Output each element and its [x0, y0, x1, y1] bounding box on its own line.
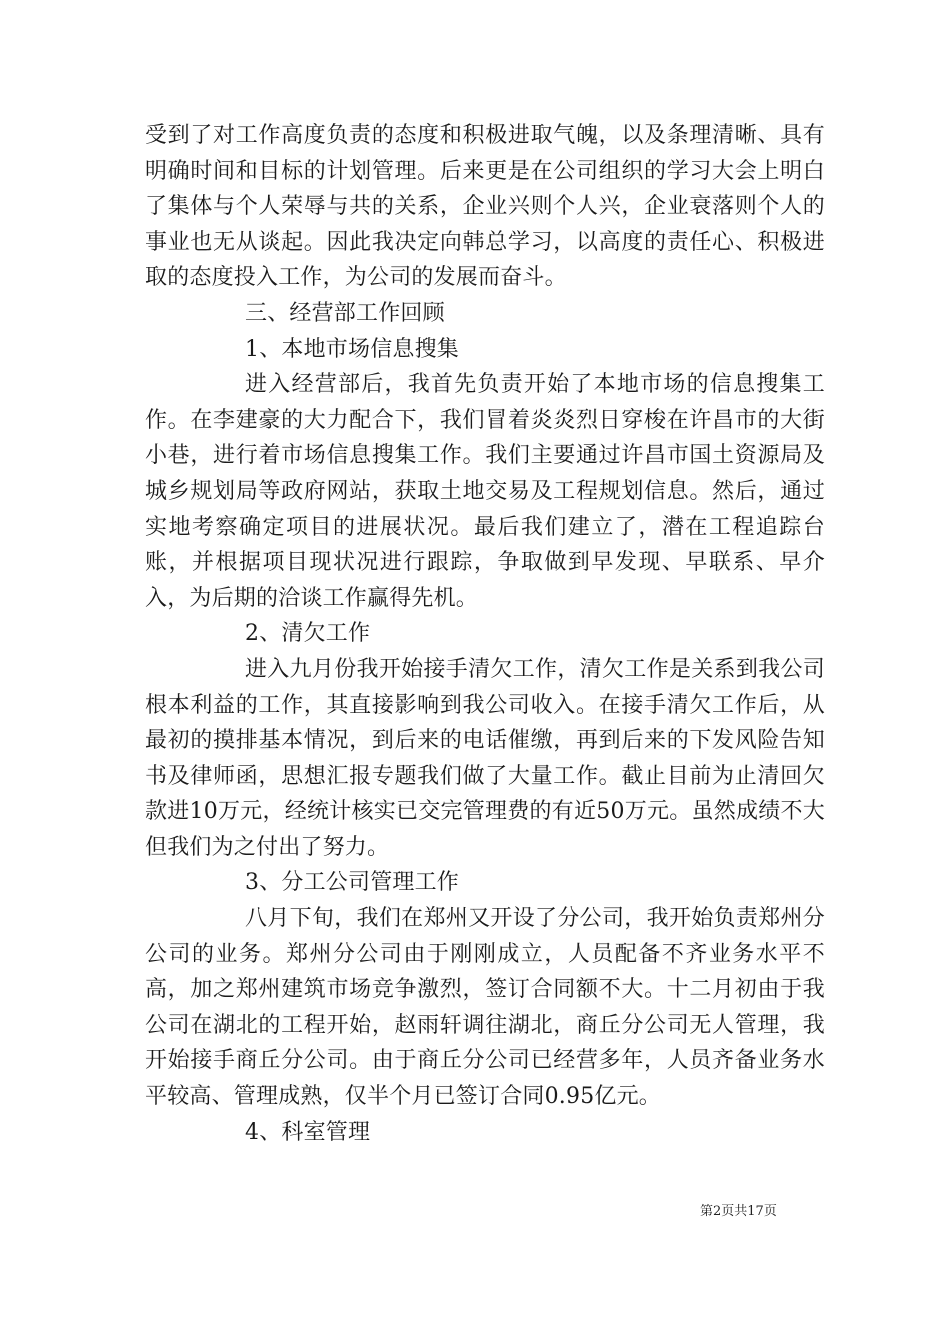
- subsection-heading: 4、科室管理: [245, 1119, 371, 1145]
- subsection-heading: 2、清欠工作: [245, 621, 371, 647]
- page-number: 第2页共17页: [700, 1204, 777, 1219]
- paragraph: 进入九月份我开始接手清欠工作，清欠工作是关系到我公司根本利益的工作，其直接影响到我公司收入。在接手清欠工作后，从最初的摸排基本情况，到后来的电话催缴，再到后来的下发风险告知书及律师函，思想汇报专题我们做了大量工作。截止目前为止清回欠款进10万元，经统计核实已交完管理费的有近50万元。虽然成绩不大但我们为之付出了努力。: [145, 656, 825, 860]
- subsection-heading: 1、本地市场信息搜集: [245, 336, 459, 362]
- subsection-heading: 3、分工公司管理工作: [245, 870, 459, 896]
- paragraph-continued: 受到了对工作高度负责的态度和积极进取气魄，以及条理清晰、具有明确时间和目标的计划管理。后来更是在公司组织的学习大会上明白了集体与个人荣辱与共的关系，企业兴则个人兴，企业衰落则个人的事业也无从谈起。因此我决定向韩总学习，以高度的责任心、积极进取的态度投入工作，为公司的发展而奋斗。: [145, 123, 825, 291]
- document-body: [145, 118, 825, 1150]
- section-heading: 三、经营部工作回顾: [245, 300, 445, 326]
- paragraph: 进入经营部后，我首先负责开始了本地市场的信息搜集工作。在李建豪的大力配合下，我们冒着炎炎烈日穿梭在许昌市的大街小巷，进行着市场信息搜集工作。我们主要通过许昌市国土资源局及城乡规划局等政府网站，获取土地交易及工程规划信息。然后，通过实地考察确定项目的进展状况。最后我们建立了，潜在工程追踪台账，并根据项目现状况进行跟踪，争取做到早发现、早联系、早介入，为后期的洽谈工作赢得先机。: [145, 372, 825, 611]
- paragraph: 八月下旬，我们在郑州又开设了分公司，我开始负责郑州分公司的业务。郑州分公司由于刚刚成立，人员配备不齐业务水平不高，加之郑州建筑市场竞争激烈，签订合同额不大。十二月初由于我公司在湖北的工程开始，赵雨轩调往湖北，商丘分公司无人管理，我开始接手商丘分公司。由于商丘分公司已经营多年，人员齐备业务水平较高、管理成熟，仅半个月已签订合同0.95亿元。: [145, 906, 825, 1110]
